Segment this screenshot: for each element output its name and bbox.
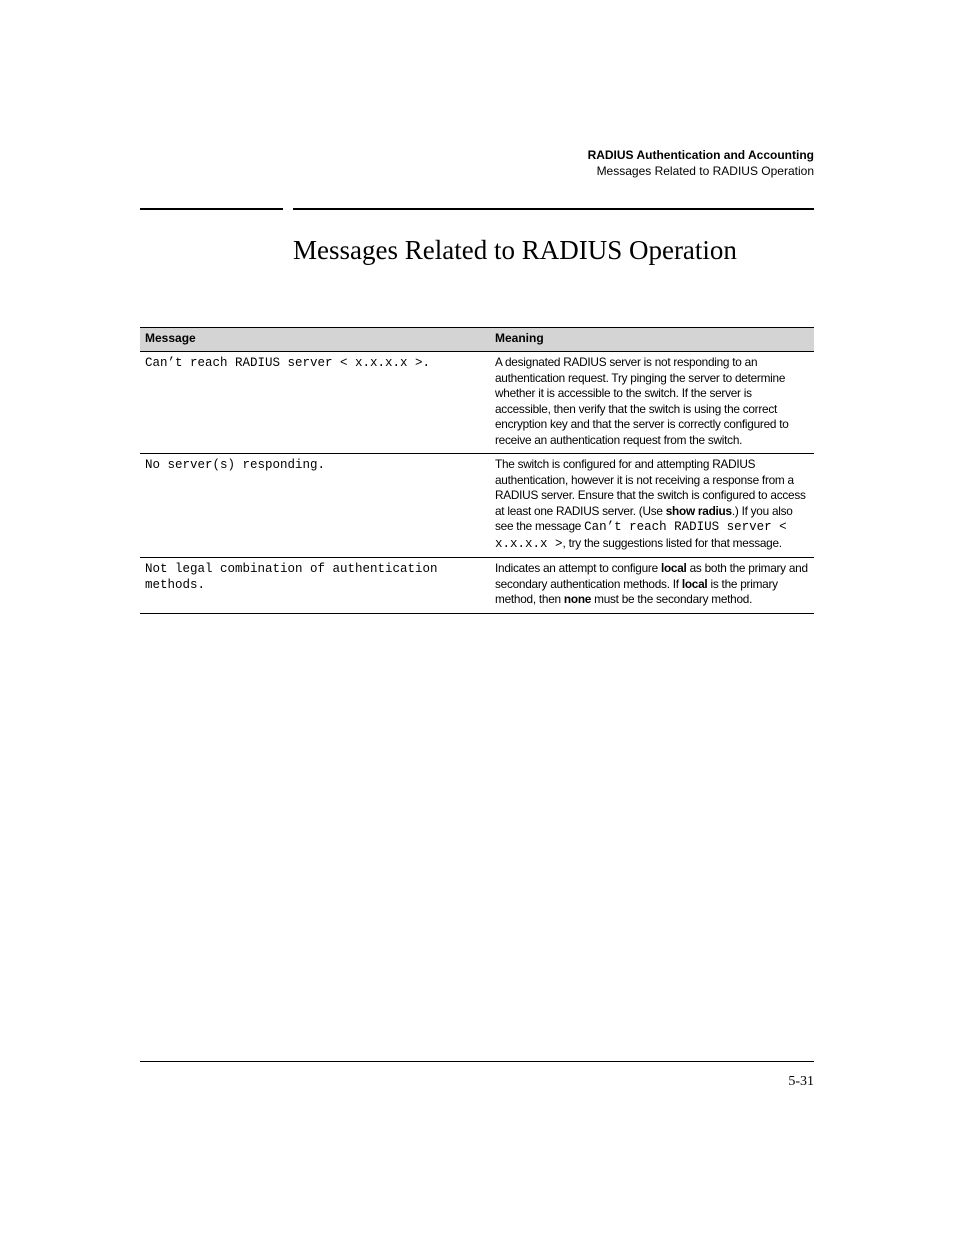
keyword-none: none — [563, 592, 592, 606]
meaning-cell — [490, 454, 814, 558]
meaning-cell: A designated RADIUS server is not responding to an authentication request. Try pinging the server to determine whether it is accessible to the switch. If the server is accessible, then verify that the switch is using the correct encryption key and that the server is correctly configured to receive an authentication request from the switch. — [490, 352, 814, 454]
message-cell: Can’t reach RADIUS server < x.x.x.x >. — [140, 352, 490, 454]
table-row — [140, 558, 814, 614]
page-number: 5-31 — [788, 1074, 814, 1089]
message-reference: Can’t reach RADIUS server < x.x.x.x > — [495, 520, 787, 551]
message-cell: Not legal combination of authentication methods. — [140, 558, 490, 614]
table-row — [140, 454, 814, 558]
meaning-text: Indicates an attempt to configure — [495, 561, 661, 575]
meaning-text: The switch is configured for and attempting RADIUS authentication, however it is not receiving a response from a RADIUS server. Ensure that the switch is configured to access at least one RADIUS server. (Use — [495, 457, 806, 518]
meaning-text: as both the primary and secondary authentication methods. If — [495, 561, 808, 591]
section-title: Messages Related to RADIUS Operation — [596, 164, 814, 178]
meaning-text: , try the suggestions listed for that message. — [562, 535, 782, 550]
keyword-local: local — [681, 576, 708, 591]
meaning-text: is the primary method, then — [495, 576, 778, 606]
column-header-message: Message — [140, 328, 490, 352]
table-header-row — [140, 328, 814, 352]
header-rule-right — [293, 208, 814, 210]
message-cell: No server(s) responding. — [140, 454, 490, 558]
footer-rule — [140, 1061, 814, 1062]
table-row — [140, 352, 814, 454]
meaning-text: must be the secondary method. — [591, 592, 753, 606]
command-keyword: show radius — [665, 503, 732, 518]
page-title: Messages Related to RADIUS Operation — [293, 235, 737, 265]
meaning-cell — [490, 558, 814, 614]
chapter-title: RADIUS Authentication and Accounting — [587, 148, 814, 162]
running-header — [588, 147, 814, 179]
header-rule-left — [140, 208, 283, 210]
messages-table — [140, 327, 814, 614]
keyword-local: local — [660, 561, 687, 575]
meaning-text: .) If you also see the message — [495, 503, 793, 533]
column-header-meaning: Meaning — [490, 328, 814, 352]
